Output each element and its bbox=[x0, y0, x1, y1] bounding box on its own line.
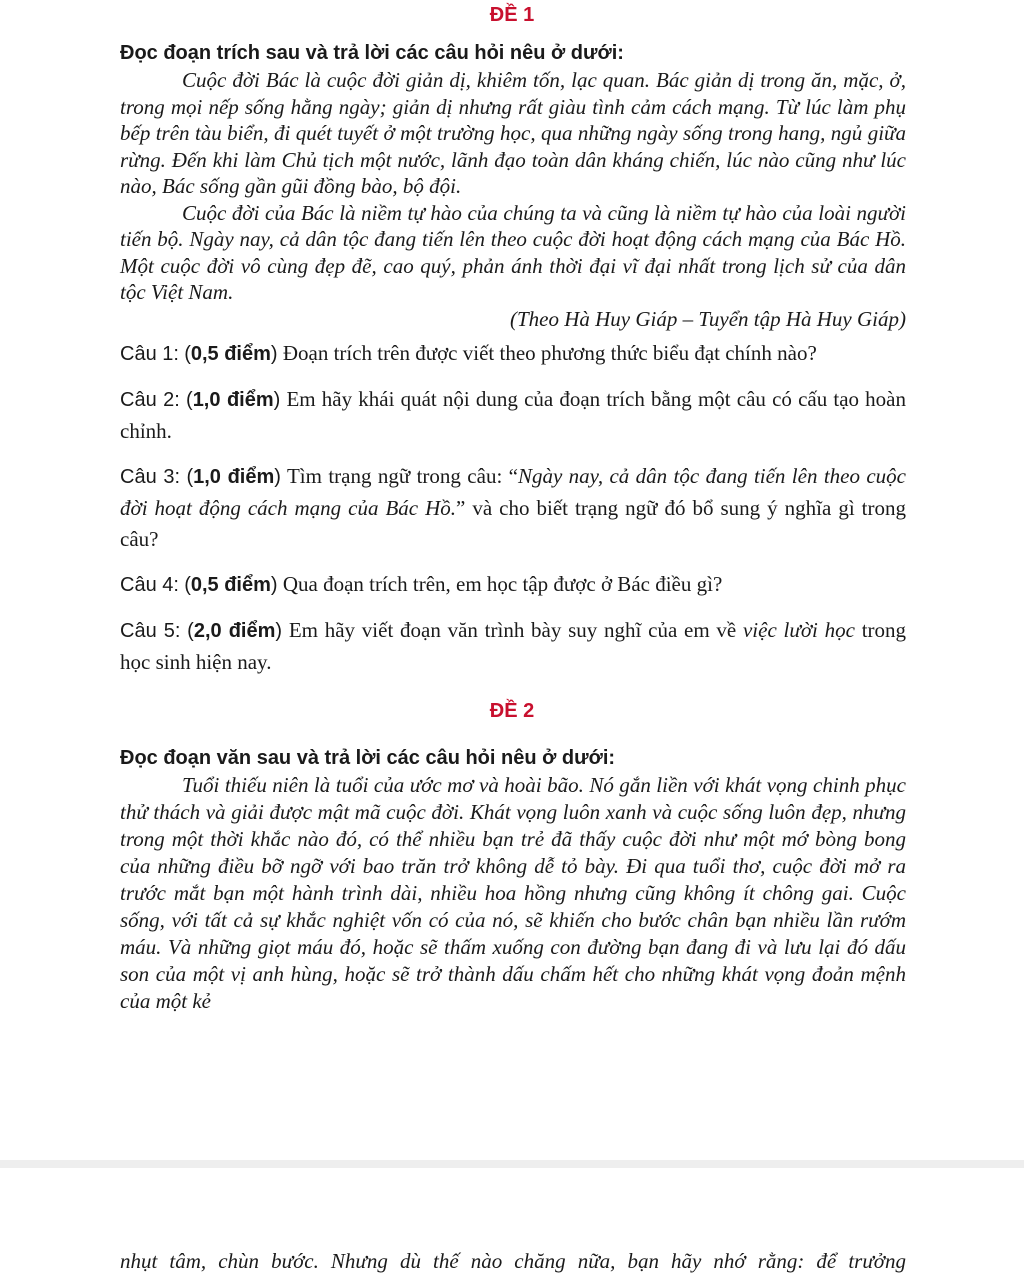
question-5-points: 2,0 điểm bbox=[193, 620, 276, 642]
question-5-text-before: Em hãy viết đoạn văn trình bày suy nghĩ của em về bbox=[288, 618, 737, 642]
question-4-points: 0,5 điểm bbox=[190, 574, 271, 596]
question-1: Câu 1: (0,5 điểm) Đoạn trích trên được viết theo phương thức biểu đạt chính nào? bbox=[120, 341, 817, 365]
de1-heading: ĐỀ 1 bbox=[489, 4, 535, 26]
de2-heading: ĐỀ 2 bbox=[489, 700, 535, 722]
page-break-gap bbox=[0, 1160, 1024, 1168]
de2-instruction: Đọc đoạn văn sau và trả lời các câu hỏi nêu ở dưới: bbox=[120, 747, 616, 769]
de2-passage-continuation: nhụt tâm, chùn bước. Nhưng dù thế nào chăng nữa, bạn hãy nhớ rằng: để trưởng bbox=[120, 1249, 906, 1273]
question-2-points: 1,0 điểm bbox=[192, 389, 274, 411]
question-3-text-after: ” và cho biết trạng ngữ đó bổ sung ý nghĩa gì trong câu? bbox=[120, 496, 906, 551]
de1-questions bbox=[120, 338, 906, 678]
question-3-points: 1,0 điểm bbox=[193, 466, 275, 488]
de1-instruction: Đọc đoạn trích sau và trả lời các câu hỏi nêu ở dưới: bbox=[120, 42, 624, 64]
question-5-emphasis: việc lười học bbox=[742, 618, 855, 642]
question-5-text-after: trong học sinh hiện nay. bbox=[120, 618, 907, 674]
question-1-points: 0,5 điểm bbox=[190, 343, 271, 365]
de1-section bbox=[120, 40, 906, 333]
de2-section bbox=[120, 745, 906, 1015]
question-4-label: Câu 4: bbox=[120, 574, 179, 596]
de1-passage-paragraph-1: Cuộc đời Bác là cuộc đời giản dị, khiêm tốn, lạc quan. Bác giản dị trong ăn, mặc, ở, trong mọi nếp sống hằng ngày; giản dị nhưng rất giàu tình cảm cách mạng. Từ lúc làm phụ bếp trên tàu biển, đi quét tuyết ở một trường học, qua những ngày sống trong hang, ngủ giữa rừng. Đến khi làm Chủ tịch một nước, lãnh đạo toàn dân kháng chiến, lúc nào cũng như lúc nào, Bác sống gần gũi đồng bào, bộ đội. bbox=[120, 68, 906, 198]
question-3-text-before: Tìm trạng ngữ trong câu: “ bbox=[286, 464, 518, 488]
question-2-label: Câu 2: bbox=[120, 389, 180, 411]
question-4: Câu 4: (0,5 điểm) Qua đoạn trích trên, em học tập được ở Bác điều gì? bbox=[120, 572, 723, 596]
question-1-label: Câu 1: bbox=[120, 343, 179, 365]
de1-source: (Theo Hà Huy Giáp – Tuyển tập Hà Huy Giáp) bbox=[509, 306, 906, 331]
question-3-label: Câu 3: bbox=[120, 466, 181, 488]
question-5-label: Câu 5: bbox=[120, 620, 181, 642]
question-5: Câu 5: (2,0 điểm) Em hãy viết đoạn văn trình bày suy nghĩ của em về việc lười học trong học sinh hiện nay. bbox=[120, 618, 907, 674]
question-2: Câu 2: (1,0 điểm) Em hãy khái quát nội dung của đoạn trích bằng một câu có cấu tạo hoàn chỉnh. bbox=[120, 387, 907, 443]
de1-passage-paragraph-2: Cuộc đời của Bác là niềm tự hào của chúng ta và cũng là niềm tự hào của loài người tiến bộ. Ngày nay, cả dân tộc đang tiến lên theo cuộc đời hoạt động cách mạng của Bác Hồ. Một cuộc đời vô cùng đẹp đẽ, cao quý, phản ánh thời đại vĩ đại nhất trong lịch sử của dân tộc Việt Nam. bbox=[120, 200, 906, 304]
question-4-text: Qua đoạn trích trên, em học tập được ở Bác điều gì? bbox=[282, 572, 723, 596]
question-3-quote: Ngày nay, cả dân tộc đang tiến lên theo cuộc đời hoạt động cách mạng của Bác Hồ. bbox=[120, 464, 907, 520]
question-1-text: Đoạn trích trên được viết theo phương thức biểu đạt chính nào? bbox=[282, 341, 817, 365]
de2-passage-paragraph: Tuổi thiếu niên là tuổi của ước mơ và hoài bão. Nó gắn liền với khát vọng chinh phục thử thách và giải được mật mã cuộc đời. Khát vọng luôn xanh và cuộc sống luôn đẹp, nhưng trong một thời khắc nào đó, có thể nhiều bạn trẻ đã thấy cuộc đời như một mớ bòng bong của những điều bỡ ngỡ với bao trăn trở không dễ tỏ bày. Đi qua tuổi thơ, cuộc đời mở ra trước mắt bạn một hành trình dài, nhiều hoa hồng nhưng cũng không ít chông gai. Cuộc sống, với tất cả sự khắc nghiệt vốn có của nó, sẽ khiến cho bước chân bạn nhiều lần rướm máu. Và những giọt máu đó, hoặc sẽ thấm xuống con đường bạn đang đi và lưu lại đó dấu son của một vị anh hùng, hoặc sẽ trở thành dấu chấm hết cho những khát vọng đoản mệnh của một kẻ bbox=[120, 773, 906, 1013]
question-3: Câu 3: (1,0 điểm) Tìm trạng ngữ trong câu: “Ngày nay, cả dân tộc đang tiến lên theo cuộc đời hoạt động cách mạng của Bác Hồ.” và cho biết trạng ngữ đó bổ sung ý nghĩa gì trong câu? bbox=[120, 464, 907, 551]
question-2-text: Em hãy khái quát nội dung của đoạn trích bằng một câu có cấu tạo hoàn chỉnh. bbox=[120, 387, 907, 443]
